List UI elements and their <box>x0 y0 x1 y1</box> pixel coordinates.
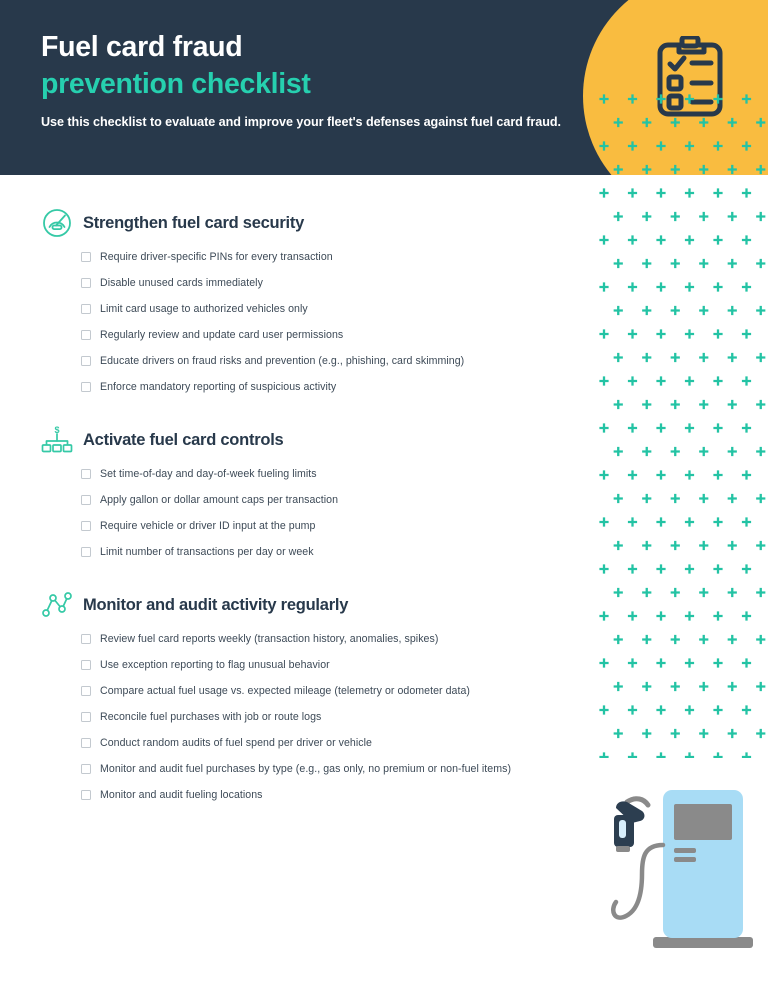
checklist-item-label: Compare actual fuel usage vs. expected mileage (telemetry or odometer data) <box>100 685 471 697</box>
checklist-item[interactable] <box>81 249 600 265</box>
checkbox[interactable] <box>81 660 91 670</box>
checkbox[interactable] <box>81 521 91 531</box>
checklist-item-label: Use exception reporting to flag unusual behavior <box>100 659 330 671</box>
checklist-item-label: Educate drivers on fraud risks and prevention (e.g., phishing, card skimming) <box>100 355 465 367</box>
svg-text:$: $ <box>54 425 60 435</box>
checkbox[interactable] <box>81 469 91 479</box>
page-title-line2: prevention checklist <box>41 68 311 100</box>
plus-pattern-decoration <box>596 93 768 758</box>
line-chart-icon <box>41 589 73 621</box>
checklist-content <box>0 175 600 803</box>
checkbox[interactable] <box>81 738 91 748</box>
checklist-item[interactable] <box>81 353 600 369</box>
checklist-item[interactable] <box>81 327 600 343</box>
pump-base <box>653 937 753 948</box>
checklist-item[interactable] <box>81 379 600 395</box>
checkbox[interactable] <box>81 686 91 696</box>
checklist-item[interactable] <box>81 683 600 699</box>
checklist-item[interactable] <box>81 544 600 560</box>
checklist-item[interactable] <box>81 301 600 317</box>
gauge-icon <box>41 207 73 239</box>
checkbox[interactable] <box>81 330 91 340</box>
checklist-item-label: Review fuel card reports weekly (transaction history, anomalies, spikes) <box>100 633 439 645</box>
page-header <box>0 0 768 175</box>
checklist-items <box>41 631 600 803</box>
checkbox[interactable] <box>81 712 91 722</box>
checkbox[interactable] <box>81 547 91 557</box>
checklist-item[interactable] <box>81 466 600 482</box>
checkbox[interactable] <box>81 252 91 262</box>
pump-button-2 <box>674 857 696 862</box>
checklist-section <box>41 423 600 560</box>
checklist-section <box>41 588 600 803</box>
checklist-item[interactable] <box>81 275 600 291</box>
checkbox[interactable] <box>81 495 91 505</box>
spend-controls-icon <box>41 424 73 456</box>
checklist-item[interactable] <box>81 761 600 777</box>
checklist-section <box>41 206 600 395</box>
checklist-item[interactable] <box>81 518 600 534</box>
checklist-item-label: Set time-of-day and day-of-week fueling limits <box>100 468 317 480</box>
clipboard-checklist-icon <box>656 36 724 118</box>
checklist-item-label: Reconcile fuel purchases with job or route logs <box>100 711 322 723</box>
checkbox[interactable] <box>81 764 91 774</box>
checkbox[interactable] <box>81 304 91 314</box>
checklist-item-label: Regularly review and update card user permissions <box>100 329 344 341</box>
checklist-item[interactable] <box>81 735 600 751</box>
section-title: Strengthen fuel card security <box>83 213 305 232</box>
pump-hose <box>613 845 663 918</box>
checklist-items <box>41 249 600 395</box>
section-title: Monitor and audit activity regularly <box>83 595 349 614</box>
fuel-pump-illustration <box>600 782 760 950</box>
pump-button-1 <box>674 848 696 853</box>
checklist-item-label: Require driver-specific PINs for every transaction <box>100 251 333 263</box>
checklist-item-label: Require vehicle or driver ID input at the pump <box>100 520 316 532</box>
page-title-line1: Fuel card fraud <box>41 31 243 63</box>
checklist-item-label: Monitor and audit fueling locations <box>100 789 263 801</box>
checkbox[interactable] <box>81 382 91 392</box>
section-header <box>41 206 600 240</box>
checklist-item[interactable] <box>81 492 600 508</box>
section-header <box>41 423 600 457</box>
header-text-block <box>41 29 561 131</box>
checklist-item[interactable] <box>81 657 600 673</box>
checklist-items <box>41 466 600 560</box>
checklist-item-label: Apply gallon or dollar amount caps per transaction <box>100 494 339 506</box>
checkbox[interactable] <box>81 278 91 288</box>
checklist-item-label: Limit card usage to authorized vehicles only <box>100 303 308 315</box>
section-title: Activate fuel card controls <box>83 430 284 449</box>
pump-screen <box>674 804 732 840</box>
section-header <box>41 588 600 622</box>
checklist-item-label: Conduct random audits of fuel spend per driver or vehicle <box>100 737 372 749</box>
checklist-item[interactable] <box>81 709 600 725</box>
checklist-item-label: Limit number of transactions per day or week <box>100 546 314 558</box>
checkbox[interactable] <box>81 356 91 366</box>
checklist-item-label: Monitor and audit fuel purchases by type (e.g., gas only, no premium or non-fuel items) <box>100 763 512 775</box>
checkbox[interactable] <box>81 790 91 800</box>
checklist-item-label: Enforce mandatory reporting of suspicious activity <box>100 381 337 393</box>
checklist-item[interactable] <box>81 631 600 647</box>
pump-nozzle <box>614 799 648 852</box>
checklist-item[interactable] <box>81 787 600 803</box>
checklist-item-label: Disable unused cards immediately <box>100 277 263 289</box>
page-subtitle: Use this checklist to evaluate and improve your fleet's defenses against fuel card fraud. <box>41 115 561 129</box>
checkbox[interactable] <box>81 634 91 644</box>
